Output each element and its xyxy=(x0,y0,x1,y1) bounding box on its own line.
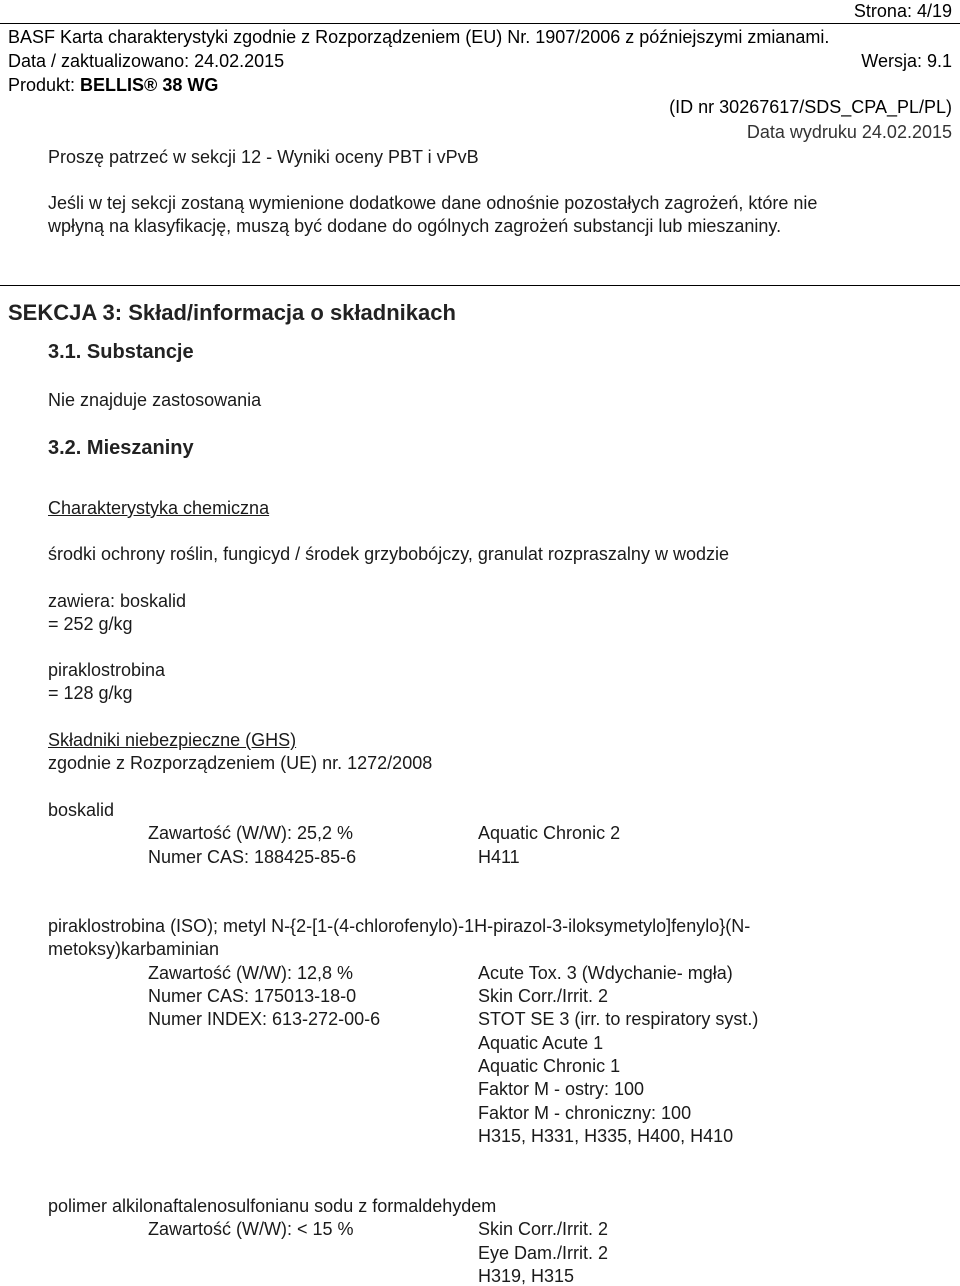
component-name: piraklostrobina (ISO); metyl N-{2-[1-(4-chlorofenylo)-1H-pirazol-3-iloksymetylo]fenylo}(N- xyxy=(48,916,751,936)
contains-line: piraklostrobina xyxy=(48,660,166,680)
section-3-title: SEKCJA 3: Skład/informacja o składnikach xyxy=(8,300,456,325)
substances-text: Nie znajduje zastosowania xyxy=(48,390,262,410)
component-classification: Aquatic Chronic 1 xyxy=(478,1056,621,1076)
document-title: BASF Karta charakterystyki zgodnie z Rozporządzeniem (EU) Nr. 1907/2006 z późniejszymi zmianami. xyxy=(8,27,830,47)
contains-line: zawiera: boskalid xyxy=(48,591,187,611)
component-classification: H319, H315 xyxy=(478,1266,575,1286)
section-rule xyxy=(0,285,960,286)
component-name: boskalid xyxy=(48,800,115,820)
component-detail: Numer INDEX: 613-272-00-6 xyxy=(148,1009,381,1029)
subsection-3-1-title: 3.1. Substancje xyxy=(48,341,194,363)
component-detail: Zawartość (W/W): 12,8 % xyxy=(148,963,354,983)
component-classification: Aquatic Chronic 2 xyxy=(478,823,621,843)
component-classification: Eye Dam./Irrit. 2 xyxy=(478,1243,609,1263)
page-number: Strona: 4/19 xyxy=(853,1,952,21)
chemical-characterization-text: środki ochrony roślin, fungicyd / środek grzybobójczy, granulat rozpraszalny w wodzie xyxy=(48,544,729,564)
other-hazards-note-line2: wpłyną na klasyfikację, muszą być dodane do ogólnych zagrożeń substancji lub mieszaniny. xyxy=(48,216,782,236)
component-classification: Faktor M - ostry: 100 xyxy=(478,1079,645,1099)
document-id: (ID nr 30267617/SDS_CPA_PL/PL) xyxy=(669,97,952,117)
component-classification: STOT SE 3 (irr. to respiratory syst.) xyxy=(478,1009,759,1029)
contains-line: = 128 g/kg xyxy=(48,683,133,703)
contains-line: = 252 g/kg xyxy=(48,614,133,634)
header-rule-top xyxy=(0,23,960,24)
hazardous-components-label: Składniki niebezpieczne (GHS) xyxy=(48,730,297,750)
component-detail: Zawartość (W/W): < 15 % xyxy=(148,1219,354,1239)
print-date: Data wydruku 24.02.2015 xyxy=(746,122,952,142)
subsection-3-2-title: 3.2. Mieszaniny xyxy=(48,437,194,459)
component-detail: Zawartość (W/W): 25,2 % xyxy=(148,823,354,843)
other-hazards-note-line1: Jeśli w tej sekcji zostaną wymienione dodatkowe dane odnośnie pozostałych zagrożeń, które nie xyxy=(48,193,818,213)
chemical-characterization-label: Charakterystyka chemiczna xyxy=(48,498,270,518)
component-classification: Skin Corr./Irrit. 2 xyxy=(478,1219,609,1239)
product-name: BELLIS® 38 WG xyxy=(80,75,219,95)
component-classification: Faktor M - chroniczny: 100 xyxy=(478,1103,692,1123)
hazard-regulation: zgodnie z Rozporządzeniem (UE) nr. 1272/2008 xyxy=(48,753,433,773)
version: Wersja: 9.1 xyxy=(861,51,952,71)
component-detail: Numer CAS: 188425-85-6 xyxy=(148,847,357,867)
component-classification: Acute Tox. 3 (Wdychanie- mgła) xyxy=(478,963,733,983)
component-classification: Aquatic Acute 1 xyxy=(478,1033,604,1053)
component-detail: Numer CAS: 175013-18-0 xyxy=(148,986,357,1006)
component-name: metoksy)karbaminian xyxy=(48,939,220,959)
product-label: Produkt: xyxy=(8,75,81,95)
pbt-reference: Proszę patrzeć w sekcji 12 - Wyniki oceny PBT i vPvB xyxy=(48,147,479,167)
product xyxy=(8,76,218,94)
component-name: polimer alkilonaftalenosulfonianu sodu z formaldehydem xyxy=(48,1196,497,1216)
component-classification: H411 xyxy=(478,847,520,867)
updated-date: Data / zaktualizowano: 24.02.2015 xyxy=(8,51,285,71)
component-classification: Skin Corr./Irrit. 2 xyxy=(478,986,609,1006)
component-classification: H315, H331, H335, H400, H410 xyxy=(478,1126,734,1146)
